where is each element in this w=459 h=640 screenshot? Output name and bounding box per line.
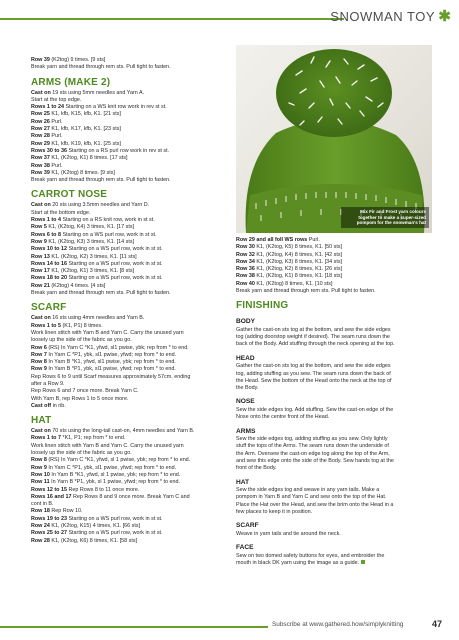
arms-pattern <box>31 90 224 185</box>
row-instruction: K1, (K2tog, K2) 3 times, K1. [11 sts] <box>49 253 137 260</box>
finishing-line: the Head. Sew the bottom of the Head onto the neck at the top of <box>236 377 392 384</box>
row-label: Rows 19 to 23 <box>31 515 67 522</box>
finishing-line: Nose onto the centre front of the Head. <box>236 414 330 421</box>
row-instruction: Starting on a RS knit row, work in st st. <box>60 217 155 224</box>
row-label: Rows 1 to 24 <box>31 104 64 111</box>
pattern-line <box>236 259 432 266</box>
row-label: Row 10 <box>31 471 50 478</box>
page-number: 47 <box>431 619 442 629</box>
finishing-subheading: FACE <box>236 544 254 552</box>
row-instruction: Starting on a WS purl row, work in st st. <box>66 260 163 267</box>
finishing-line: Sew the side edges tog. Add stuffing. Sew the cast-on edge of the <box>236 406 394 413</box>
pattern-line <box>31 141 224 148</box>
row-instruction: Work linen stitch with Yarn B and Yarn C. Carry the unused yarn <box>31 442 184 449</box>
pattern-line <box>31 239 224 246</box>
row-instruction: K1, (K2tog) 8 times, K1. [10 sts] <box>254 280 333 287</box>
row-label: Row 6 <box>31 344 47 351</box>
row-instruction: Purl. <box>49 133 63 140</box>
pattern-line <box>31 457 224 464</box>
row-instruction: (RS) In Yarn C *K1, yfwd, sl 1 pwise, ybk; rep from * to end. <box>46 457 191 464</box>
row-instruction: K1, (K2tog, K6) 8 times, K1. [58 sts] <box>49 537 138 544</box>
row-label: Row 18 <box>31 508 50 515</box>
row-label: Row 28 <box>31 133 50 140</box>
row-label: Row 26 <box>31 118 50 125</box>
finishing-subheading: SCARF <box>236 522 259 530</box>
hat-heading: HAT <box>31 415 52 427</box>
row-instruction: Purl. <box>49 118 63 125</box>
row-instruction: Starting on a WS purl row, work in st st. <box>66 246 163 253</box>
row-label: Row 21 <box>31 282 50 289</box>
finishing-subheading: BODY <box>236 318 256 326</box>
row-label: Row 40 <box>236 280 255 287</box>
hat-photo <box>236 45 432 233</box>
row-instruction: Rep Rows 8 and 9 once more. Break Yarn C and <box>71 493 190 500</box>
row-label: Rows 6 to 8 <box>31 231 61 238</box>
pattern-line <box>31 126 224 133</box>
row-instruction: Purl. <box>307 237 320 243</box>
row-label: Row 36 <box>236 266 255 273</box>
pattern-line <box>31 133 224 140</box>
finishing-line: tog, adding stuffing as you sew. The seam runs down the back of <box>236 370 391 377</box>
row-instruction: 19 sts using 5mm needles and Yarn A. <box>50 89 145 96</box>
row-label: Rows 12 to 15 <box>31 486 67 493</box>
pattern-line <box>31 217 224 224</box>
row-instruction: K1, kfb, K15, kfb, K1. [21 sts] <box>49 111 121 118</box>
pattern-line <box>236 237 432 244</box>
pattern-line <box>31 359 224 366</box>
pattern-line <box>31 57 224 64</box>
pattern-line <box>31 330 224 337</box>
header-rule <box>0 18 344 20</box>
scarf-heading: SCARF <box>31 302 67 314</box>
row-label: Row 7 <box>31 351 47 358</box>
row-instruction: Break yarn and thread through rem sts. Pull tight to fasten. <box>31 290 171 297</box>
row-instruction: K1, (K2tog) 8 times. [9 sts] <box>49 169 115 176</box>
pattern-line <box>31 374 224 381</box>
pattern-line <box>31 345 224 352</box>
row-instruction: K1, (K2tog, K3) 3 times, K1. [14 sts] <box>46 238 135 245</box>
row-label: Rows 14 to 16 <box>31 260 67 267</box>
row-instruction: In Yarn B *K1, yfwd, sl1 pwise, ybk; rep from * to end. <box>46 359 176 366</box>
row-label: Cast on <box>31 428 51 435</box>
finishing-heading: FINISHING <box>236 300 289 312</box>
nose-heading: CARROT NOSE <box>31 189 108 201</box>
pattern-line <box>31 523 224 530</box>
row-instruction: K1, (K2tog, K1) 8 times, K1. [18 sts] <box>254 273 343 280</box>
row-instruction: Rep Rows 6 and 7 once more. Break Yarn C. <box>31 388 139 395</box>
pattern-line <box>31 170 224 177</box>
hat-pattern <box>31 428 224 545</box>
finishing-subheading: HEAD <box>236 354 255 362</box>
finishing-sections <box>236 318 432 567</box>
page-header <box>0 8 459 30</box>
pattern-line <box>236 266 432 273</box>
row-label: Rows 16 and 17 <box>31 493 72 500</box>
arms-heading: ARMS (MAKE 2) <box>31 76 111 88</box>
pattern-line <box>31 254 224 261</box>
pattern-line <box>31 155 224 162</box>
row-label: Row 34 <box>236 258 255 265</box>
row-instruction: K1, (K2tog, K2) 8 times, K1. [26 sts] <box>254 266 343 273</box>
pattern-line <box>31 232 224 239</box>
row-instruction: Work linen stitch with Yarn B and Yarn C. Carry the unused yarn <box>31 329 184 336</box>
nose-pattern <box>31 202 224 297</box>
hands-end-block <box>31 57 224 72</box>
finishing-subheading: NOSE <box>236 398 255 406</box>
pattern-line <box>236 252 432 259</box>
row-instruction: cont in B. <box>31 501 54 508</box>
row-instruction: 20 sts using 3.5mm needles and Yarn D. <box>50 202 150 209</box>
row-label: Row 30 <box>236 244 255 251</box>
pattern-line <box>31 64 224 71</box>
finishing-line: and sew this edge onto the side of the Body. Sew hands tog at the <box>236 457 394 464</box>
pattern-line <box>31 315 224 322</box>
pattern-line <box>31 210 224 217</box>
row-label: Row 25 <box>31 111 50 118</box>
row-label: Row 27 <box>31 126 50 133</box>
end-mark-icon <box>361 560 365 564</box>
finishing-line: back of the Body. Add stuffing through the neck opening at the top. <box>236 341 395 348</box>
finishing-line: stuff the tops of the Arms. The seam runs down the underside of <box>236 443 389 450</box>
row-label: Row 13 <box>31 253 50 260</box>
row-instruction: Rep Rows 6 to 9 until Scarf measures approximately 57cm, ending <box>31 373 191 380</box>
row-instruction: Start at the bottom edge. <box>31 209 91 216</box>
section-title: SNOWMAN TOY <box>330 9 435 24</box>
pattern-line <box>31 494 224 501</box>
row-label: Rows 10 to 12 <box>31 246 67 253</box>
pattern-line <box>31 450 224 457</box>
row-label: Cast on <box>31 202 51 209</box>
row-label: Rows 30 to 36 <box>31 147 67 154</box>
pattern-line <box>31 508 224 515</box>
row-instruction: loosely up the side of the fabric as you go. <box>31 450 132 457</box>
row-instruction: after a Row 9. <box>31 380 65 387</box>
pattern-line <box>31 388 224 395</box>
row-instruction: 16 sts using 4mm needles and Yarn B. <box>50 315 145 322</box>
row-instruction: K1, kfb, K17, kfb, K1. [23 sts] <box>49 126 121 133</box>
row-instruction: (K1, P1) 8 times. <box>60 322 103 329</box>
pattern-line <box>31 283 224 290</box>
finishing-line: Gather the cast-on sts tog at the bottom, and sew the side edges <box>236 326 391 333</box>
pattern-line <box>31 337 224 344</box>
row-label: Rows 1 to 4 <box>31 217 61 224</box>
finishing-line: Sew the side edges tog and weave in any yarn tails. Make a <box>236 487 380 494</box>
caption-line: pompom for the snowman's hat <box>356 220 426 226</box>
row-instruction: K1, kfb, K19, kfb, K1. [25 sts] <box>49 140 121 147</box>
pattern-line <box>31 90 224 97</box>
pattern-line <box>31 275 224 282</box>
row-instruction: K1, (K2tog, K3) 8 times, K1. [34 sts] <box>254 258 343 265</box>
pattern-line <box>31 111 224 118</box>
caption-line: together to make a super-sized <box>358 214 426 220</box>
finishing-line: Gather the cast-on sts tog at the bottom, and sew the side edges <box>236 363 391 370</box>
row-label: Row 38 <box>236 273 255 280</box>
row-instruction: Break yarn and thread through rem sts. Pull tight to fasten. <box>236 288 376 295</box>
knitted-hat-illustration <box>236 45 432 233</box>
row-instruction: *K1, P1; rep from * to end. <box>60 435 126 442</box>
row-instruction: With Yarn B, rep Rows 1 to 5 once more. <box>31 395 129 402</box>
finishing-line: mouth in black DK yarn using the image as a guide. <box>236 560 432 567</box>
row-instruction: Purl. <box>49 162 63 169</box>
row-instruction: Starting on a WS knit row work in rev st st. <box>63 104 167 111</box>
row-label: Row 39 <box>31 169 50 176</box>
pattern-line <box>31 381 224 388</box>
pattern-line <box>31 366 224 373</box>
pattern-line <box>31 403 224 410</box>
pattern-line <box>31 268 224 275</box>
row-instruction: in rib. <box>51 402 66 409</box>
pattern-line <box>31 97 224 104</box>
row-instruction: K1, (K2tog, K5) 8 times, K1. [50 sts] <box>254 244 343 251</box>
row-label: Row 29 and all foll WS rows <box>236 237 308 243</box>
caption-line: Mix Fir and Frost yarn colours <box>360 209 426 215</box>
row-instruction: Starting on a WS purl row, work in st st. <box>60 231 157 238</box>
row-label: Rows 1 to 5 <box>31 322 61 329</box>
row-label: Row 32 <box>236 251 255 258</box>
pattern-line <box>31 352 224 359</box>
pattern-line <box>236 273 432 280</box>
finishing-line: the Body. <box>236 385 259 392</box>
pattern-line <box>31 148 224 155</box>
pattern-line <box>31 163 224 170</box>
row-label: Row 38 <box>31 162 50 169</box>
finishing-subheading: ARMS <box>236 427 256 435</box>
row-instruction: (K2tog) 9 times. [9 sts] <box>49 57 106 63</box>
pattern-line <box>31 479 224 486</box>
row-instruction: In Yarn C *P1, ybk, sl1 pwise, yfwd; rep from * to end. <box>46 351 177 358</box>
row-label: Row 9 <box>31 464 47 471</box>
snowflake-icon: ✱ <box>438 8 451 25</box>
row-instruction: 70 sts using the long-tail cast-on, 4mm needles and Yarn B. <box>50 428 195 435</box>
pattern-line <box>236 288 432 295</box>
finishing-line: Place the Hat over the Head, and sew the brim onto the Head in a <box>236 501 394 508</box>
row-instruction: K1, (K2tog, K15) 4 times, K1. [66 sts] <box>49 523 141 530</box>
row-label: Row 29 <box>31 140 50 147</box>
pattern-line <box>31 323 224 330</box>
row-instruction: loosely up the side of the fabric as you go. <box>31 337 132 344</box>
row-instruction: Break yarn and thread through rem sts. Pull tight to fasten. <box>31 64 171 71</box>
pattern-line <box>31 530 224 537</box>
row-instruction: In Yarn B *P1, ybk, sl 1 pwise, yfwd; rep from * to end. <box>49 479 181 486</box>
row-instruction: Break yarn and thread through rem sts. Pull tight to fasten. <box>31 177 171 184</box>
row-label: Rows 18 to 20 <box>31 275 67 282</box>
pattern-line <box>31 487 224 494</box>
row-instruction: (K2tog) 4 times. [4 sts] <box>49 282 106 289</box>
finishing-line: few places to keep it in position. <box>236 508 313 515</box>
row-instruction: (RS) In Yarn C *K1, yfwd, sl1 pwise, ybk; rep from * to end. <box>46 344 189 351</box>
page-footer <box>0 620 459 634</box>
right-column <box>236 237 432 567</box>
pattern-line <box>31 435 224 442</box>
row-label: Row 17 <box>31 268 50 275</box>
row-label: Row 9 <box>31 366 47 373</box>
pattern-line <box>31 290 224 297</box>
subscribe-text: Subscribe at www.gathered.how/simplyknitting <box>272 621 404 628</box>
row-label: Rows 25 to 27 <box>31 530 67 537</box>
row-label: Row 39 <box>31 57 50 63</box>
finishing-line: Sew on two domed safety buttons for eyes, and embroider the <box>236 552 385 559</box>
pattern-line <box>31 119 224 126</box>
row-instruction: Rep Rows 8 to 11 once more. <box>66 486 140 493</box>
row-instruction: In Yarn B *P1, ybk, sl1 pwise, yfwd; rep from * to end. <box>46 366 176 373</box>
row-label: Cast on <box>31 315 51 322</box>
row-instruction: Starting on a WS purl row, work in st st. <box>66 515 163 522</box>
row-label: Row 5 <box>31 224 47 231</box>
scarf-pattern <box>31 315 224 410</box>
pattern-line <box>31 501 224 508</box>
photo-caption <box>341 207 429 228</box>
finishing-subheading: HAT <box>236 478 250 486</box>
pattern-line <box>31 516 224 523</box>
pattern-line <box>31 104 224 111</box>
row-instruction: In Yarn C *P1, ybk, sl1 pwise, yfwd; rep from * to end. <box>46 464 177 471</box>
pattern-line <box>31 224 224 231</box>
row-instruction: Start at the top edge. <box>31 96 82 103</box>
pattern-line <box>31 472 224 479</box>
row-instruction: K1, (K2tog, K4) 8 times, K1. [42 sts] <box>254 251 343 258</box>
pattern-line <box>31 465 224 472</box>
finishing-line: the Arm. Oversew the cast-on edge tog along the top of the Arm, <box>236 450 390 457</box>
row-instruction: K1, (K2tog, K4) 3 times, K1. [17 sts] <box>46 224 135 231</box>
row-instruction: K1, (K2tog, K1) 8 times. [17 sts] <box>49 155 128 162</box>
pattern-line <box>31 177 224 184</box>
hat-end-block <box>236 237 432 295</box>
left-column <box>31 57 224 545</box>
row-instruction: Rep Row 10. <box>49 508 83 515</box>
finishing-line: Sew the side edges tog, adding stuffing as you sew. Only lightly <box>236 436 388 443</box>
row-label: Row 28 <box>31 537 50 544</box>
row-instruction: K1, (K2tog, K1) 3 times, K1. [8 sts] <box>49 268 135 275</box>
pattern-line <box>31 428 224 435</box>
row-instruction: Starting on a WS purl row, work in st st. <box>66 530 163 537</box>
row-label: Row 8 <box>31 359 47 366</box>
finishing-line: pompom in Yarn B and Yarn C and sew onto the top of the Hat. <box>236 494 387 501</box>
row-label: Row 9 <box>31 238 47 245</box>
footer-rule <box>0 626 268 628</box>
row-instruction: Starting on a WS purl row, work in st st. <box>66 275 163 282</box>
pattern-line <box>31 246 224 253</box>
row-instruction: Starting on a RS purl row work in rev st st. <box>66 147 170 154</box>
pattern-line <box>31 443 224 450</box>
pattern-line <box>31 261 224 268</box>
pattern-line <box>31 202 224 209</box>
row-label: Cast on <box>31 89 51 96</box>
finishing-line: Weave in yarn tails and tie around the neck. <box>236 530 341 537</box>
row-instruction: In Yarn B *K1, yfwd, sl 1 pwise, ybk; rep from * to end. <box>49 471 181 478</box>
pattern-line <box>236 281 432 288</box>
row-label: Row 11 <box>31 479 50 486</box>
row-label: Row 37 <box>31 155 50 162</box>
pattern-line <box>31 538 224 545</box>
finishing-line: tog (adding doorstop weight if desired). The seam runs down the <box>236 334 390 341</box>
row-label: Row 8 <box>31 457 47 464</box>
row-label: Rows 1 to 7 <box>31 435 61 442</box>
row-label: Row 24 <box>31 523 50 530</box>
pattern-line <box>236 244 432 251</box>
row-label: Cast off <box>31 402 52 409</box>
finishing-line: front of the Body. <box>236 465 277 472</box>
pattern-line <box>31 396 224 403</box>
